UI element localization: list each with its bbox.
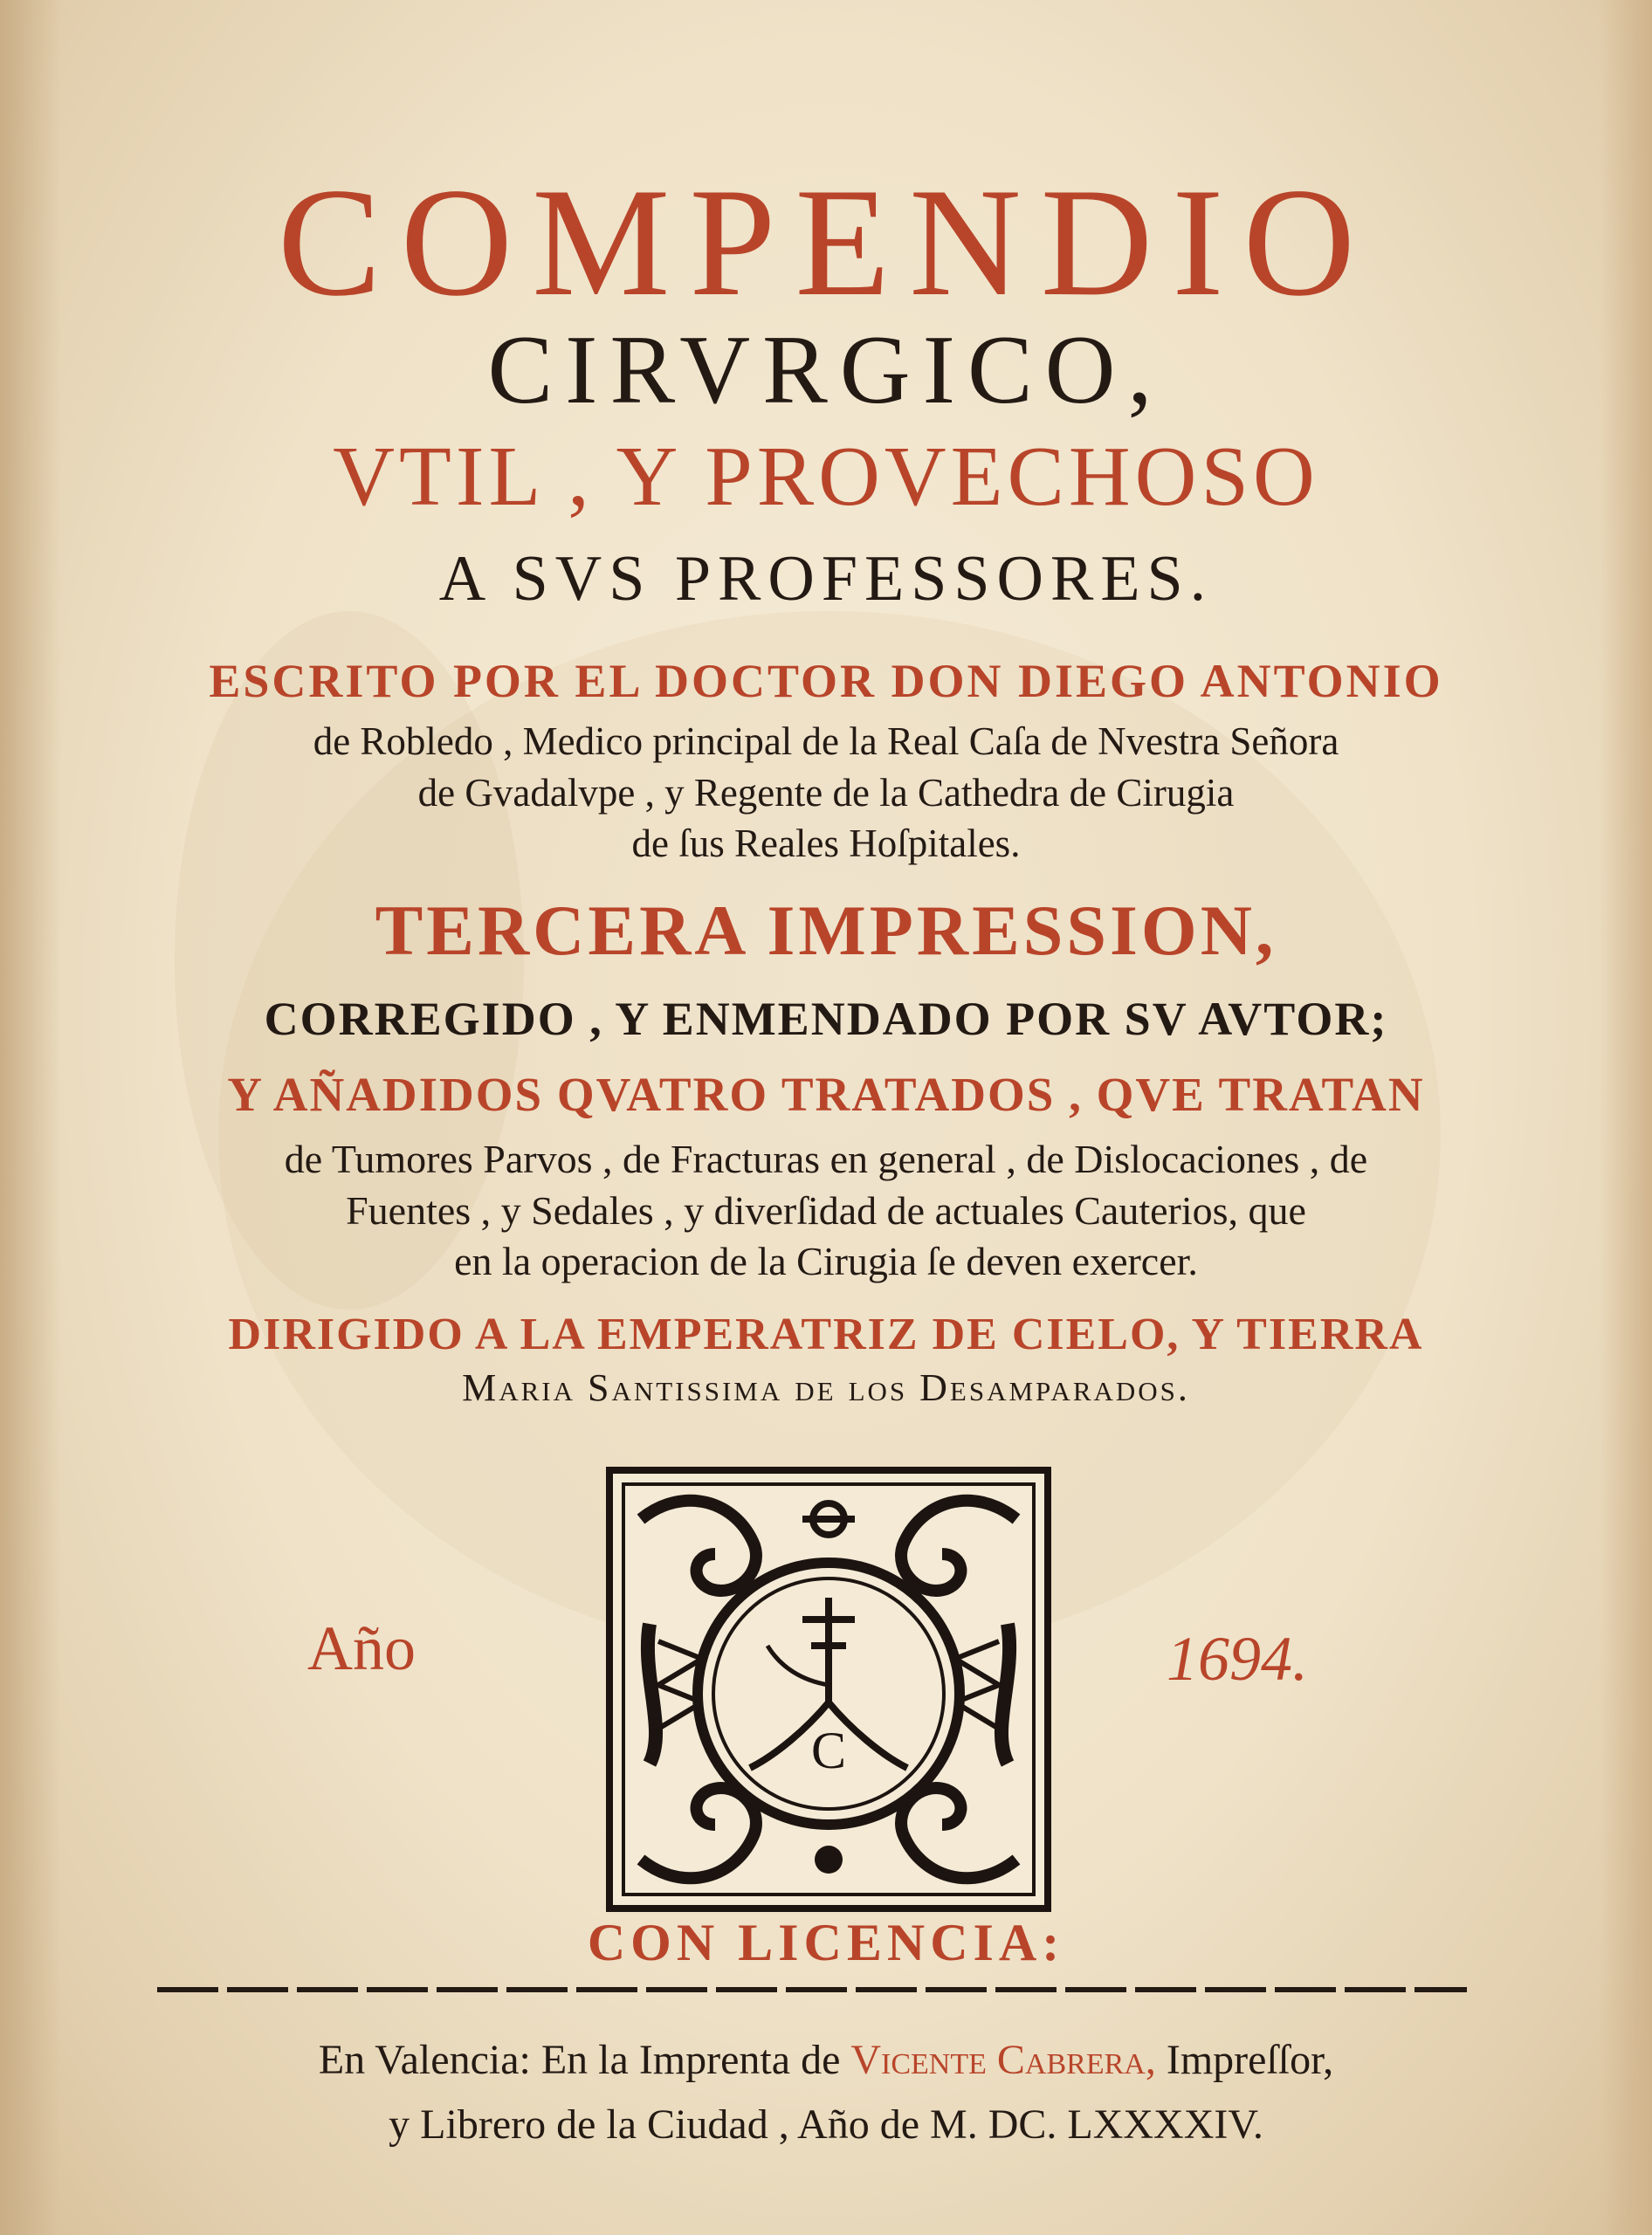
title-line-1: COMPENDIO — [277, 155, 1375, 328]
imprint-line-1 — [0, 2039, 1652, 2081]
title-line-2: CIRVRGICO, — [487, 316, 1165, 424]
printers-mark-icon — [606, 1467, 1051, 1912]
dedication-line-1: DIRIGIDO A LA EMPERATRIZ DE CIELO, Y TIERRA — [228, 1310, 1424, 1359]
added-treatises-line-3: Fuentes , y Sedales , y diverſidad de actuales Cauterios, que — [346, 1188, 1306, 1233]
added-treatises-line-1: Y AÑADIDOS QVATRO TRATADOS , QVE TRATAN — [227, 1068, 1425, 1121]
device-letter: C — [810, 1722, 847, 1779]
imprint-place: En Valencia: En la Imprenta de — [318, 2037, 851, 2083]
edition-heading: TERCERA IMPRESSION, — [375, 891, 1277, 970]
title-line-4: A SVS PROFESSORES. — [438, 543, 1214, 615]
author-line-2: de Robledo , Medico principal de la Real Caſa de Nvestra Señora — [313, 719, 1339, 763]
added-treatises-line-2: de Tumores Parvos , de Fracturas en general , de Dislocaciones , de — [284, 1137, 1368, 1181]
dashed-rule — [157, 1977, 1467, 2002]
title-line-3: VTIL , Y PROVECHOSO — [333, 430, 1319, 524]
year-label: Año — [307, 1613, 416, 1683]
year-value: 1694. — [1167, 1624, 1308, 1694]
author-line-1: ESCRITO POR EL DOCTOR DON DIEGO ANTONIO — [209, 655, 1443, 707]
printer-name: Vicente Cabrera, — [850, 2037, 1156, 2083]
corrected-line: CORREGIDO , Y ENMENDADO POR SV AVTOR; — [264, 993, 1388, 1045]
imprint-line-2: y Librero de la Ciudad , Año de M. DC. LXXXXIV. — [389, 2101, 1263, 2148]
dedication-line-2: Maria Santissima de los Desamparados. — [462, 1366, 1190, 1409]
author-line-4: de ſus Reales Hoſpitales. — [631, 822, 1021, 865]
licence-line: CON LICENCIA: — [587, 1914, 1065, 1971]
imprint-printer-title: Impreſſor, — [1155, 2037, 1334, 2083]
added-treatises-line-4: en la operacion de la Cirugia ſe deven exercer. — [454, 1239, 1198, 1283]
author-line-3: de Gvadalvpe , y Regente de la Cathedra de Cirugia — [417, 771, 1235, 815]
